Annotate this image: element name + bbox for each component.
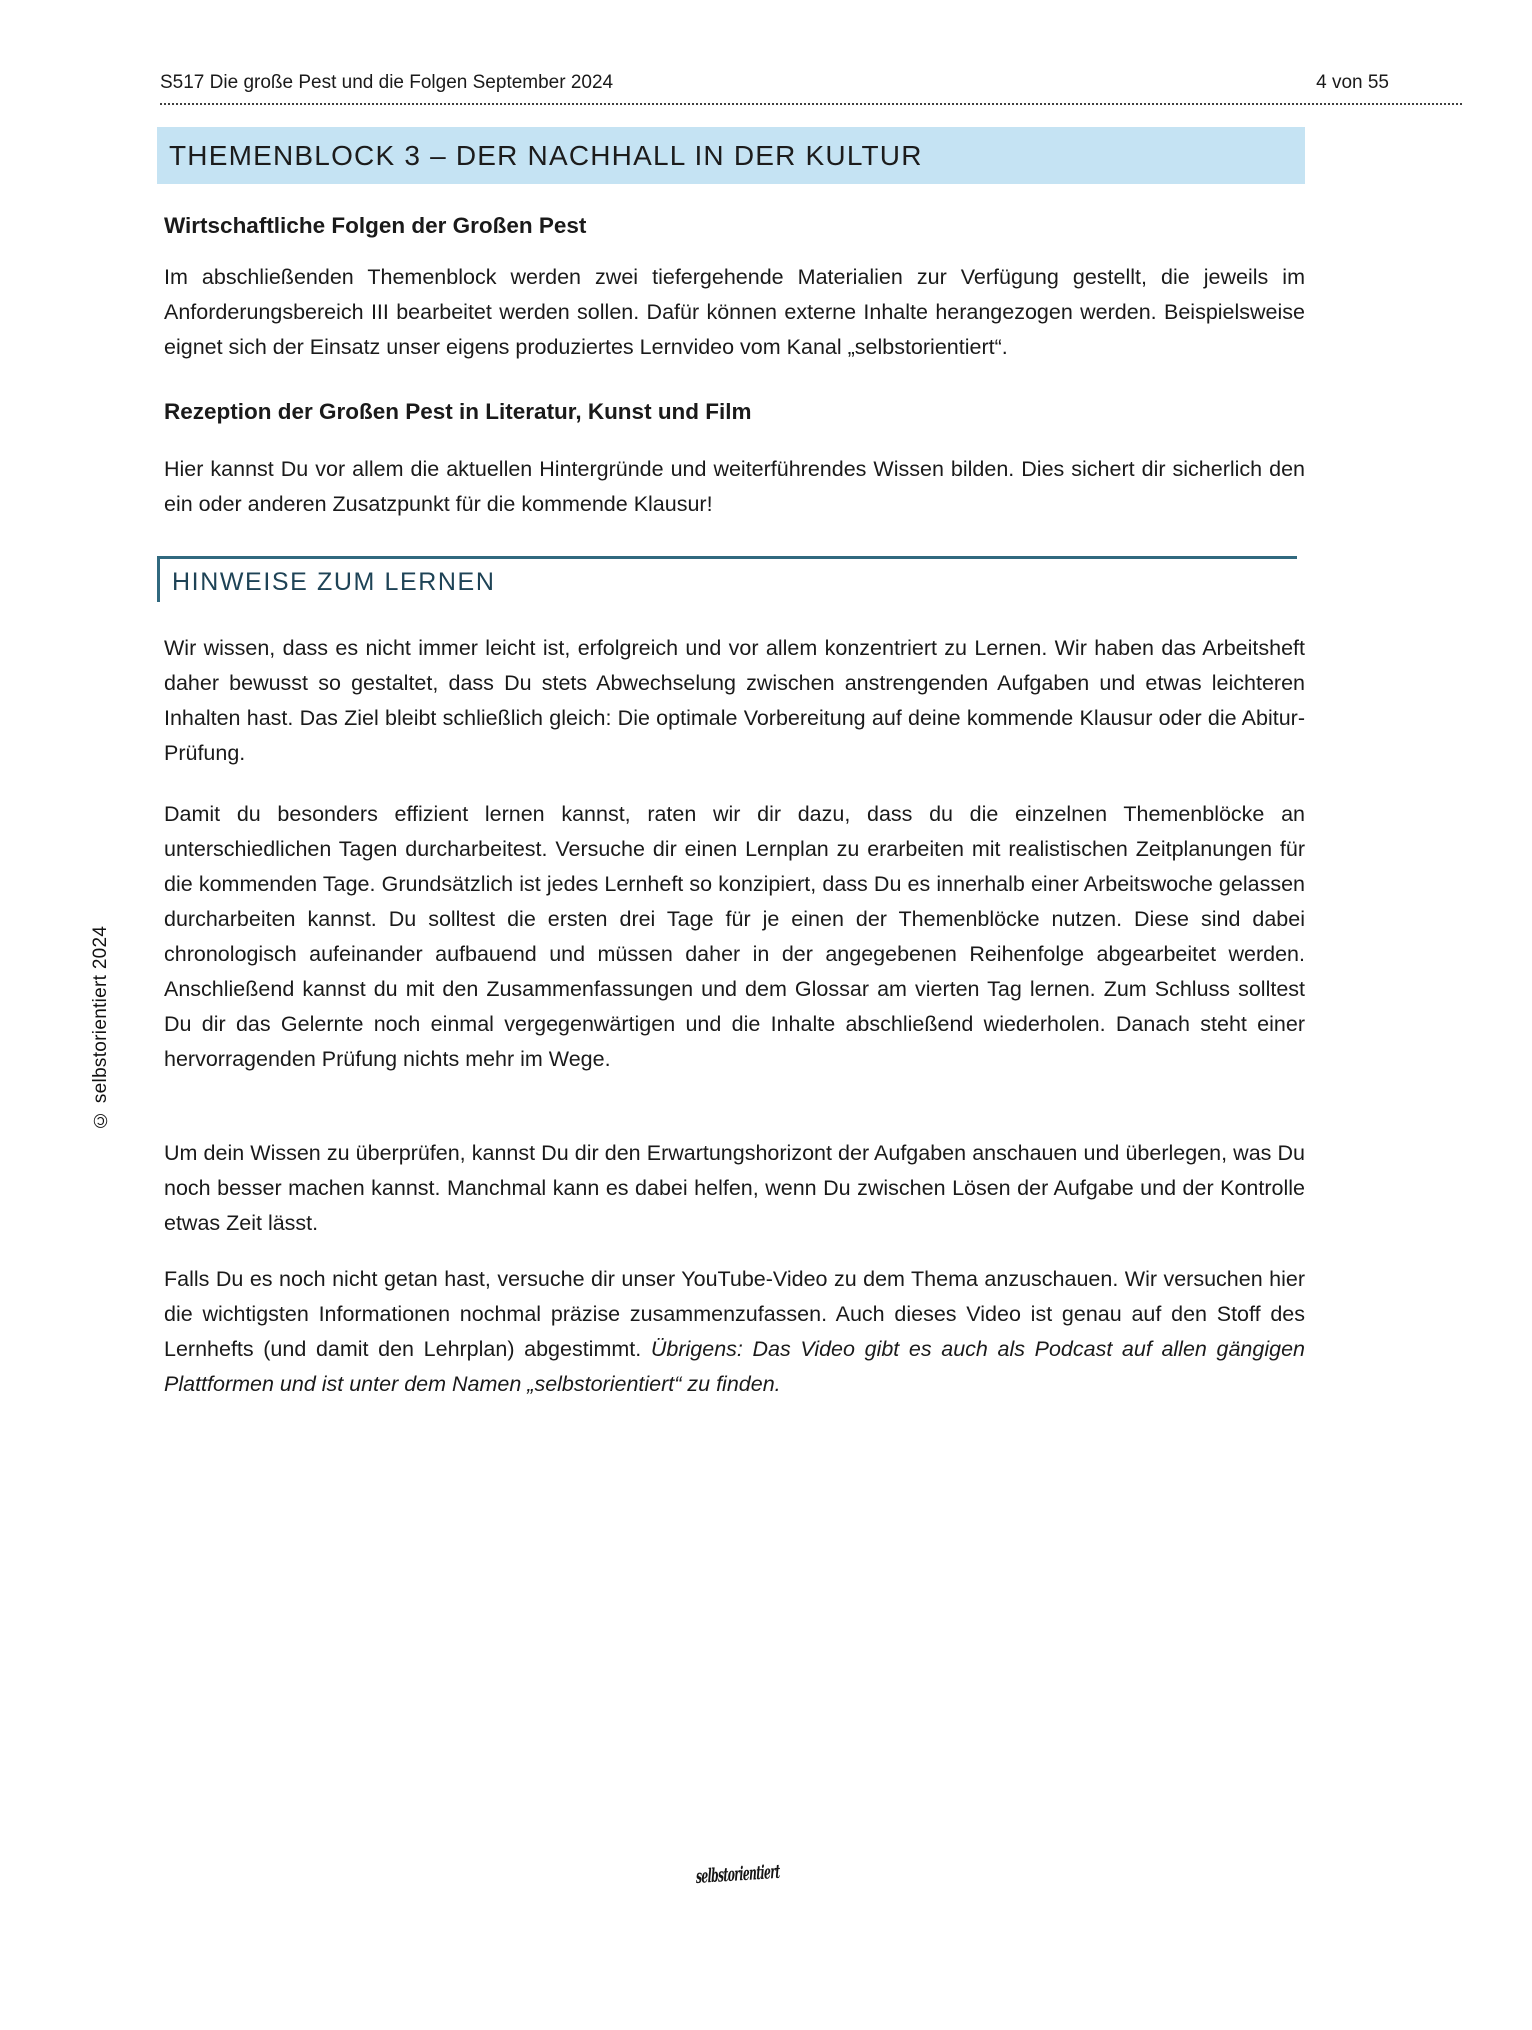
header-page-number: 4 von 55 xyxy=(1316,72,1389,93)
paragraph-lernen-gestaltung: Wir wissen, dass es nicht immer leicht ist, erfolgreich und vor allem konzentriert zu Lernen. Wir haben das Arbeitsheft daher bewusst so gestaltet, dass Du stets Abwechselung zwischen anstrengenden Aufgaben und etwas leichteren Inhalten hast. Das Ziel bleibt schließlich gleich: Die optimale Vorbereitung auf deine kommende Klausur oder die Abitur-Prüfung. xyxy=(164,636,1305,765)
paragraph-rezeption: Hier kannst Du vor allem die aktuellen Hintergründe und weiterführendes Wissen bilden. Dies sichert dir sicherlich den ein oder anderen Zusatzpunkt für die kommende Klausur! xyxy=(164,457,1305,516)
page-header xyxy=(160,72,1462,105)
hinweise-section-header xyxy=(157,556,1297,602)
header-doc-title: S517 Die große Pest und die Folgen September 2024 xyxy=(160,72,614,93)
podcast-hinweis-italic-text: Übrigens: Das Video gibt es auch als Podcast auf allen gängigen Plattformen und ist unter dem Namen „selbstorientiert“ zu finden. xyxy=(164,1337,1305,1396)
section-heading-wirtschaftliche-folgen: Wirtschaftliche Folgen der Großen Pest xyxy=(164,213,587,238)
copyright-vertical-label: © selbstorientiert 2024 xyxy=(90,925,111,1130)
selbstorientiert-logo-signature: selbstorientiert xyxy=(695,1860,780,1888)
paragraph-lernplan: Damit du besonders effizient lernen kannst, raten wir dir dazu, dass du die einzelnen Themenblöcke an unterschiedlichen Tagen durcharbeitest. Versuche dir einen Lernplan zu erarbeiten mit realistischen Zeitplanungen für die kommenden Tage. Grundsätzlich ist jedes Lernheft so konzipiert, dass Du es innerhalb einer Arbeitswoche gelassen durcharbeiten kannst. Du solltest die ersten drei Tage für je einen der Themenblöcke nutzen. Diese sind dabei chronologisch aufeinander aufbauend und müssen daher in der angegebenen Reihenfolge abgearbeitet werden. Anschließend kannst du mit den Zusammenfassungen und dem Glossar am vierten Tag lernen. Zum Schluss solltest Du dir das Gelernte noch einmal vergegenwärtigen und die Inhalte abschließend wiederholen. Danach steht einer hervorragenden Prüfung nichts mehr im Wege. xyxy=(164,802,1305,1071)
paragraph-erwartungshorizont: Um dein Wissen zu überprüfen, kannst Du dir den Erwartungshorizont der Aufgaben anschauen und überlegen, was Du noch besser machen kannst. Manchmal kann es dabei helfen, wenn Du zwischen Lösen der Aufgabe und der Kontrolle etwas Zeit lässt. xyxy=(164,1141,1305,1235)
section-heading-rezeption: Rezeption der Großen Pest in Literatur, Kunst und Film xyxy=(164,399,752,424)
themenblock-banner-title: THEMENBLOCK 3 – DER NACHHALL IN DER KULTUR xyxy=(169,139,923,171)
hinweise-heading: HINWEISE ZUM LERNEN xyxy=(172,568,496,596)
paragraph-youtube-hinweis xyxy=(164,1262,1305,1402)
youtube-hinweis-text: Falls Du es noch nicht getan hast, versuche dir unser YouTube-Video zu dem Thema anzuschauen. Wir versuchen hier die wichtigsten Informationen nochmal präzise zusammenzufassen. Auch dieses Video ist genau auf den Stoff des Lernhefts (und damit den Lehrplan) abgestimmt. xyxy=(164,1267,1305,1361)
themenblock-banner xyxy=(157,127,1305,184)
paragraph-themenblock-intro: Im abschließenden Themenblock werden zwei tiefergehende Materialien zur Verfügung gestellt, die jeweils im Anforderungsbereich III bearbeitet werden sollen. Dafür können externe Inhalte herangezogen werden. Beispielsweise eignet sich der Einsatz unser eigens produziertes Lernvideo vom Kanal „selbstorientiert“. xyxy=(164,265,1305,359)
